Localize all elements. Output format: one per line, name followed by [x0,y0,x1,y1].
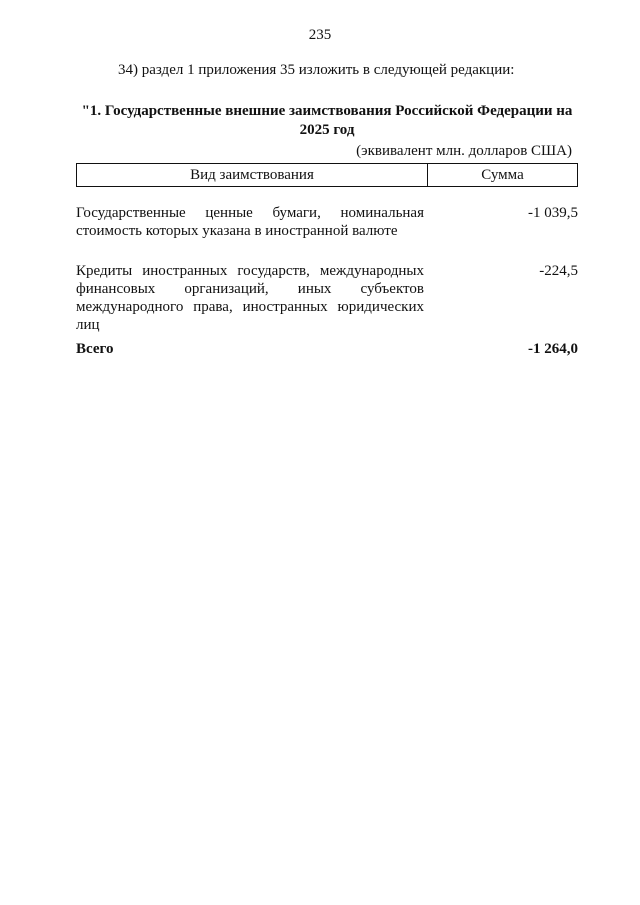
total-amount: -1 264,0 [528,341,578,357]
header-amount: Сумма [481,167,524,183]
intro-text: 34) раздел 1 приложения 35 изложить в следующей редакции: [118,62,515,78]
header-borrowing-type: Вид заимствования [77,164,428,186]
page-number: 235 [308,27,332,43]
table-header [76,163,578,187]
row-label: Кредиты иностранных государств, международных финансовых организаций, иных субъектов международного права, иностранных юридических лиц [76,263,424,333]
total-label: Всего [76,341,114,357]
table-row [76,204,578,240]
section-heading-line-2: 2025 год [299,122,355,138]
section-heading-line-1: "1. Государственные внешние заимствования Российской Федерации на [81,103,573,119]
units-note: (эквивалент млн. долларов США) [356,143,572,159]
section-heading [76,102,578,140]
total-row [76,340,578,358]
row-amount: -224,5 [539,263,578,279]
table-row [76,262,578,334]
row-amount: -1 039,5 [528,205,578,221]
row-label: Государственные ценные бумаги, номинальная стоимость которых указана в иностранной валюте [76,205,424,239]
